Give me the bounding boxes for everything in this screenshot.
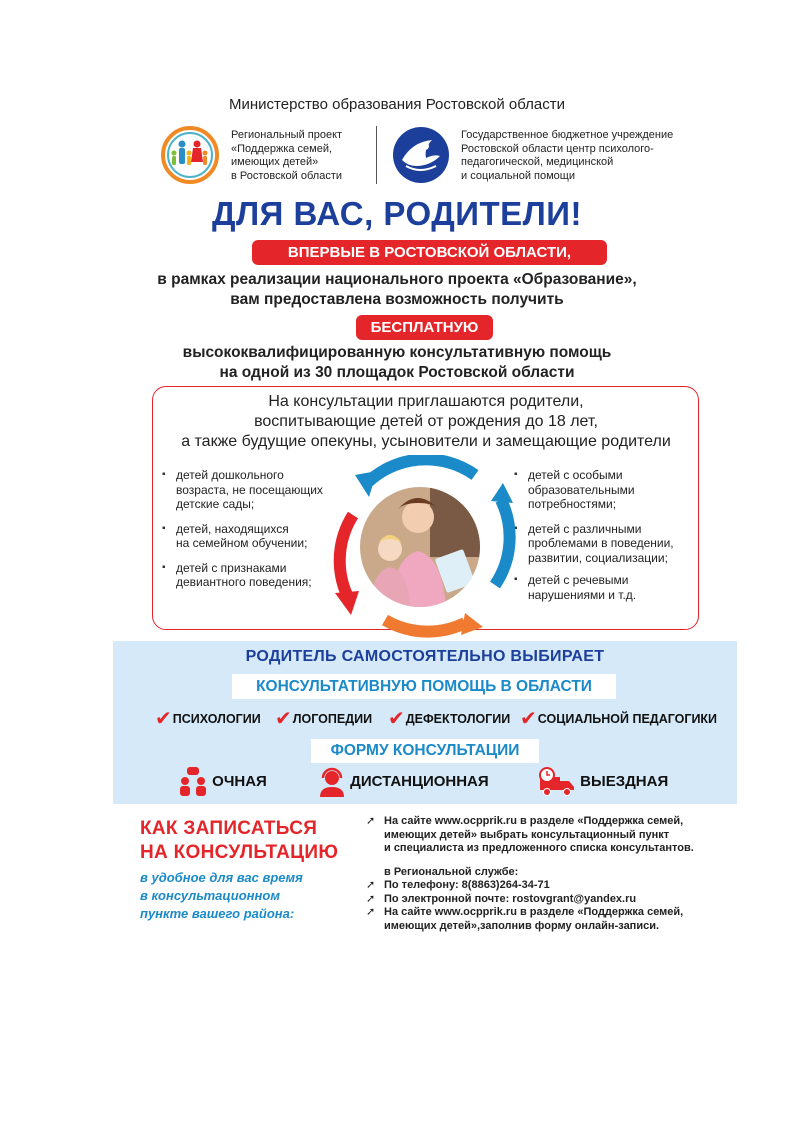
checkmark-icon: ✔ [155,708,172,730]
project-name: Региональный проект «Поддержка семей, имеющих детей» в Ростовской области [231,129,343,182]
form-remote: ДИСТАНЦИОННАЯ [318,767,489,797]
organization-name: Государственное бюджетное учреждение Ростовской области центр психолого- педагогической, медицинской и социальной помощи [461,129,674,182]
area-social-pedagogy: ✔СОЦИАЛЬНОЙ ПЕДАГОГИКИ [520,708,718,730]
signup-title: КАК ЗАПИСАТЬСЯ НА КОНСУЛЬТАЦИЮ [140,818,339,863]
center-logo [392,126,450,184]
first-in-region-badge: ВПЕРВЫЕ В РОСТОВСКОЙ ОБЛАСТИ, [252,240,607,265]
left-category-list [162,468,342,598]
lead-text: в рамках реализации национального проекта «Образование», вам предоставлена возможность получить [157,271,637,308]
phone-step: ➚ По телефону: 8(8863)264-34-71 [366,879,550,891]
list-item: ▪ детей, находящихся на семейном обучении; [162,522,342,551]
ministry-title: Министерство образования Ростовской области [229,96,565,113]
list-item: ▪ детей дошкольного возраста, не посещающих детские сады; [162,468,342,512]
list-item: ▪ детей с признаками девиантного поведения; [162,561,342,590]
right-category-list [514,468,694,610]
family-project-logo [161,126,219,184]
list-item: ▪ детей с различными проблемами в поведении, развитии, социализации; [514,522,694,566]
arrow-icon: ➚ [366,906,376,918]
site-step: ➚ На сайте www.ocpprik.ru в разделе «Поддержка семей, имеющих детей» выбрать консультационный пункт и специалиста из предложенного списка консультантов. [366,815,694,854]
arrow-icon: ➚ [366,815,376,827]
area-speech-therapy: ✔ЛОГОПЕДИИ [275,708,373,730]
consultation-form-label: ФОРМУ КОНСУЛЬТАЦИИ [311,739,539,763]
list-item: ▪ детей с особыми образовательными потребностями; [514,468,694,512]
email-step: ➚ По электронной почте: rostovgrant@yandex.ru [366,892,637,905]
regional-label: в Региональной службе: [384,865,519,878]
help-text: высококвалифицированную консультативную помощь на одной из 30 площадок Ростовской области [182,344,612,381]
mother-child-photo [360,487,480,607]
help-areas-label: КОНСУЛЬТАТИВНУЮ ПОМОЩЬ В ОБЛАСТИ [232,674,616,699]
form-on-site: ВЫЕЗДНАЯ [538,767,668,797]
checkmark-icon: ✔ [275,708,292,730]
truck-clock-icon [538,767,576,797]
area-defectology: ✔ДЕФЕКТОЛОГИИ [388,708,511,730]
checkmark-icon: ✔ [388,708,405,730]
main-title: ДЛЯ ВАС, РОДИТЕЛИ! [212,195,582,232]
headset-operator-icon [318,767,346,797]
arrow-icon: ➚ [366,879,376,891]
online-step: ➚ На сайте www.ocpprik.ru в разделе «Поддержка семей, имеющих детей»,заполнив форму онлайн-записи. [366,906,684,932]
area-psychology: ✔ПСИХОЛОГИИ [155,708,261,730]
invitation-intro: На консультации приглашаются родители, воспитывающие детей от рождения до 18 лет, а также будущие опекуны, усыновители и замещающие родители [181,393,671,450]
form-in-person: ОЧНАЯ [178,767,267,797]
choice-title: РОДИТЕЛЬ САМОСТОЯТЕЛЬНО ВЫБИРАЕТ [245,648,605,665]
signup-steps [366,815,736,933]
checkmark-icon: ✔ [520,708,537,730]
people-chat-icon [178,767,208,797]
list-item: ▪ детей с речевыми нарушениями и т.д. [514,573,694,602]
header-divider [376,126,377,184]
free-badge: БЕСПЛАТНУЮ [356,315,493,340]
arrow-icon: ➚ [366,892,376,905]
signup-subtitle: в удобное для вас время в консультационном пункте вашего района: [140,870,303,921]
